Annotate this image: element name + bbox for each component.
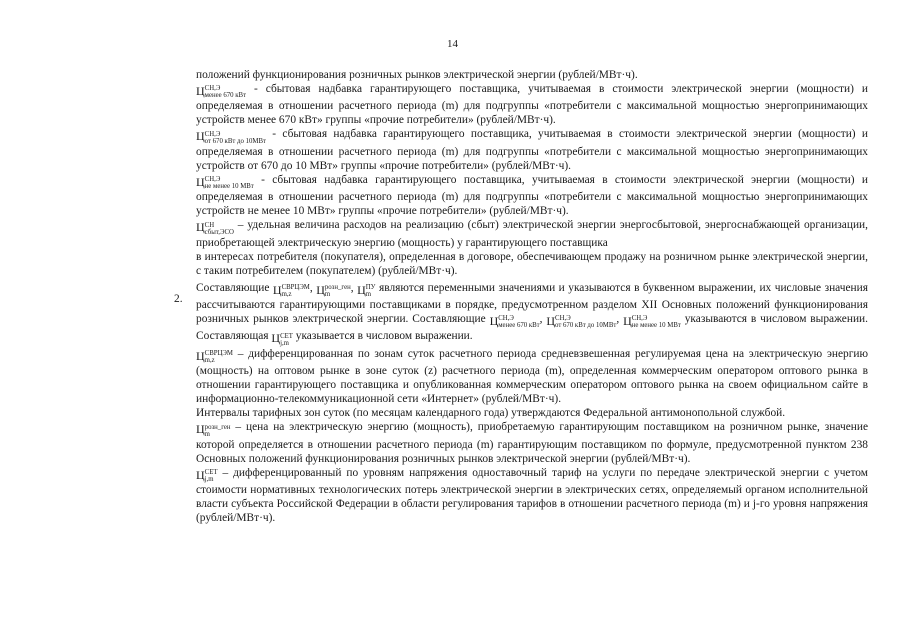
symbol-c-set-def: Ц СЕТ j,m bbox=[196, 467, 218, 483]
symbol-c-sn-e-ot-670-ref: Ц СН,Э от 670 кВт до 10МВт bbox=[546, 313, 617, 330]
symbol-c-svrcem: Ц СВРЦЭМ m,z bbox=[272, 282, 310, 298]
paragraph-tariff-zones: Интервалы тарифных зон суток (по месяцам календарного года) утверждаются Федеральной антимонопольной службой. bbox=[196, 407, 786, 420]
paragraph-menee-670: Ц СН,Э менее 670 кВт - сбытовая надбавка гарантирующего поставщика, учитываемая в стоимости электрической энергии (мощности) и определяемая в отношении расчетного периода (m) для подгруппы «потребители с максимальной мощностью энергопринимающих устройств менее 670 кВт» группы «прочие потребители» (рублей/МВт·ч). bbox=[196, 83, 868, 127]
paragraph-ot-670: Ц СН,Э от 670 кВт до 10МВт - сбытовая надбавка гарантирующего поставщика, учитываемая в стоимости электрической энергии (мощности) и определяемая в отношении расчетного периода (m) для подгруппы «потребители с максимальной мощностью энергопринимающих устройств от 670 до 10 МВт» группы «прочие потребители» (рублей/МВт·ч). bbox=[196, 128, 868, 172]
list-number-2: 2. bbox=[174, 293, 183, 305]
symbol-c-sn-sbyt-eso: Ц СН сбыт,ЭСО bbox=[196, 220, 234, 236]
symbol-c-sn-e-ne-menee-10: Ц СН,Э не менее 10 МВт bbox=[196, 174, 254, 191]
symbol-c-sn-e-menee-670-ref: Ц СН,Э менее 670 кВт bbox=[489, 313, 540, 330]
symbol-c-set-ref: Ц СЕТ j,m bbox=[271, 331, 293, 347]
paragraph-ne-menee-10: Ц СН,Э не менее 10 МВт - сбытовая надбавка гарантирующего поставщика, учитываемая в стоимости электрической энергии (мощности) и определяемая в отношении расчетного периода (m) для подгруппы «потребители с максимальной мощностью энергопринимающих устройств не менее 10 МВт» группы «прочие потребители» (рублей/МВт·ч). bbox=[196, 173, 868, 218]
paragraph-rozn-gen: Ц розн_ген m – цена на электрическую энергию (мощность), приобретаемую гарантирующим поставщиком на розничном рынке, значение которой определяется в отношении расчетного периода (m) гарантирующим поставщиком по формуле, предусмотренной пунктом 238 Основных положений функционирования розничных рынков электрической энергии (рублей/МВт·ч). bbox=[196, 421, 868, 465]
symbol-c-sn-e-menee-670: Ц СН,Э менее 670 кВт bbox=[196, 84, 247, 100]
paragraph-set: Ц СЕТ j,m – дифференцированный по уровням напряжения одноставочный тариф на услуги по передаче электрической энергии с учетом стоимости нормативных технологических потерь электрической энергии в электрических сетях, определяемый органом исполнительной власти субъекта Российской Федерации в области регулирования тарифов в отношении расчетного периода (m) и j-го уровня напряжения (рублей/МВт·ч). bbox=[196, 466, 868, 524]
paragraph-svrcem: Ц СВРЦЭМ m,z – дифференцированная по зонам суток расчетного периода средневзвешенная регулируемая цена на электрическую энергию (мощность) на оптовом рынке в зоне суток (z) расчетного периода (m), определенная коммерческим оператором оптового рынка в отношении гарантирующего поставщика и опубликованная коммерческим оператором оптового рынка на своем официальном сайте в информационно-телекоммуникационной сети «Интернет» (рублей/МВт·ч). bbox=[196, 347, 868, 406]
paragraph-continuation: положений функционирования розничных рынков электрической энергии (рублей/МВт·ч). bbox=[196, 69, 638, 81]
page-number: 14 bbox=[447, 38, 458, 50]
paragraph-item-2: Составляющие Ц СВРЦЭМ m,z , Ц розн_ген m , Ц ПУ m являются переменными значениями и указываются в буквенном выражении, их числовые значения рассчитываются гарантирующими поставщиками в порядке, предусмотренном разделом XII Основных положений функционирования розничных рынков электрической энергии. Составляющие Ц СН,Э менее 670 кВт , Ц СН,Э от 670 кВт до 10МВт , Ц СН,Э не менее 10 МВт указываются в числовом выражении. Составляющая Ц СЕТ j,m указывается в числовом выражении. bbox=[196, 281, 868, 347]
symbol-c-svrcem-def: Ц СВРЦЭМ m,z bbox=[196, 348, 233, 365]
symbol-c-sn-e-ne-menee-10-ref: Ц СН,Э не менее 10 МВт bbox=[623, 313, 681, 330]
symbol-c-rozn-gen: Ц розн_ген m bbox=[316, 282, 351, 298]
symbol-c-pu: Ц ПУ m bbox=[357, 282, 376, 298]
symbol-c-rozn-gen-def: Ц розн_ген m bbox=[196, 422, 231, 438]
paragraph-sbyt-eso: Ц СН сбыт,ЭСО – удельная величина расходов на реализацию (сбыт) электрической энергии энергосбытовой, энергоснабжающей организации, приобретающей электрическую энергию (мощность) у гарантирующего поставщика bbox=[196, 219, 868, 249]
document-body bbox=[196, 68, 868, 525]
paragraph-sbyt-eso-continued: в интересах потребителя (покупателя), определенная в договоре, обеспечивающем продажу на розничном рынке электрической энергии, с таким потребителем (покупателем) (рублей/МВт·ч). bbox=[196, 250, 868, 277]
symbol-c-sn-e-ot-670: Ц СН,Э от 670 кВт до 10МВт bbox=[196, 129, 266, 145]
